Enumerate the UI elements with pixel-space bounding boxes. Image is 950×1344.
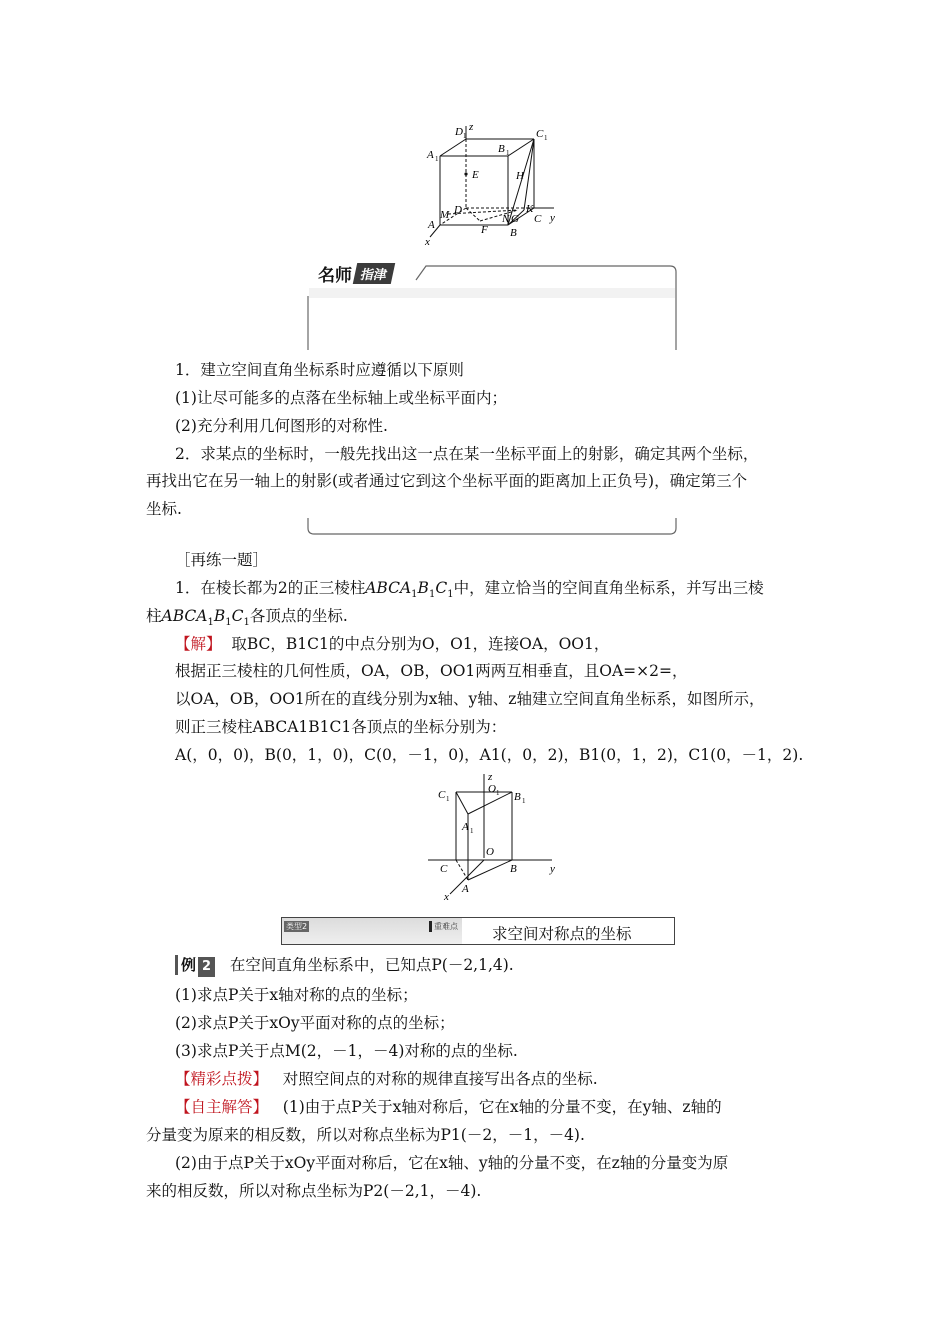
guide-line-3: (2)充分利用几何图形的对称性.	[175, 417, 388, 435]
answer-tag: 【自主解答】	[175, 1098, 269, 1116]
label-D1: D	[455, 126, 463, 138]
type-badge: 重难点	[429, 921, 458, 932]
svg-text:K: K	[526, 203, 534, 215]
svg-text:C: C	[534, 213, 542, 225]
solution-line4: 则正三棱柱ABCA1B1C1各顶点的坐标分别为：	[175, 718, 507, 736]
svg-text:A: A	[462, 821, 469, 833]
svg-text:z: z	[488, 771, 493, 783]
example-num: 2	[198, 957, 215, 977]
svg-text:A: A	[427, 149, 434, 161]
guide-line-1: 1．建立空间直角坐标系时应遵循以下原则	[175, 361, 464, 379]
prism-figure	[418, 770, 568, 902]
guide-line-4: 2．求某点的坐标时，一般先找出这一点在某一坐标平面上的射影，确定其两个坐标，	[175, 445, 759, 463]
svg-text:B: B	[514, 791, 521, 803]
svg-text:G: G	[511, 213, 519, 225]
svg-text:A: A	[462, 883, 469, 895]
type-tag: 类型2	[286, 922, 308, 931]
svg-text:H: H	[516, 170, 524, 182]
solution-line5: A(，0，0)，B(0，1，0)，C(0，－1，0)，A1(，0，2)，B1(0，1，2)，C1(0，－1，2).	[175, 746, 804, 764]
type-banner	[281, 917, 675, 945]
solution-line3: 以OA，OB，OO1所在的直线分别为x轴、y轴、z轴建立空间直角坐标系，如图所示，	[175, 690, 765, 708]
svg-text:1: 1	[463, 132, 467, 140]
hint-line: 【精彩点拨】 对照空间点的对称的规律直接写出各点的坐标.	[175, 1070, 598, 1088]
svg-text:1: 1	[435, 155, 439, 163]
svg-text:C: C	[438, 789, 446, 801]
teacher-box-title-main: 名师	[318, 265, 352, 286]
svg-text:D: D	[454, 204, 462, 216]
answer-line4: 来的相反数，所以对称点坐标为P2(－2,1，－4).	[146, 1182, 482, 1200]
teacher-box-title-tag: 指津	[353, 263, 395, 284]
example-q3: (3)求点P关于点M(2，－1，－4)对称的点的坐标.	[175, 1042, 518, 1060]
example-line: 例 2 在空间直角坐标系中，已知点P(－2,1,4).	[173, 955, 514, 977]
svg-text:F: F	[481, 224, 488, 236]
svg-text:1: 1	[446, 795, 450, 803]
example-label: 例	[173, 955, 196, 975]
svg-text:M: M	[440, 209, 450, 221]
svg-text:B: B	[510, 863, 517, 875]
teacher-box-title	[318, 262, 393, 284]
svg-text:1: 1	[522, 797, 526, 805]
svg-text:y: y	[550, 863, 555, 875]
answer-line3: (2)由于点P关于xOy平面对称后，它在x轴、y轴的分量不变，在z轴的分量变为原	[175, 1154, 729, 1172]
answer-line1: 【自主解答】 (1)由于点P关于x轴对称后，它在x轴的分量不变，在y轴、z轴的	[175, 1098, 722, 1116]
svg-text:1: 1	[544, 134, 548, 142]
svg-text:1: 1	[496, 789, 500, 797]
teacher-box-shade	[309, 288, 675, 298]
solution-line2: 根据正三棱柱的几何性质，OA，OB，OO1两两互相垂直，且OA=×2=，	[175, 662, 688, 680]
type-title: 求空间对称点的坐标	[492, 925, 632, 943]
practice-q1-line2: 柱$ABCA_1B_1C_1$各顶点的坐标.	[146, 607, 348, 629]
solution-tag: 【解】	[175, 635, 222, 653]
guide-line-2: (1)让尽可能多的点落在坐标轴上或坐标平面内；	[175, 389, 507, 407]
svg-text:1: 1	[506, 149, 510, 157]
example-q1: (1)求点P关于x轴对称的点的坐标；	[175, 986, 418, 1004]
svg-text:O: O	[486, 846, 494, 858]
svg-text:B: B	[510, 227, 517, 239]
svg-text:y: y	[550, 212, 555, 224]
example-q2: (2)求点P关于xOy平面对称的点的坐标；	[175, 1014, 455, 1032]
guide-line-5: 再找出它在另一轴上的射影(或者通过它到这个坐标平面的距离加上正负号)，确定第三个	[146, 472, 748, 490]
svg-text:A: A	[428, 219, 435, 231]
svg-text:B: B	[498, 143, 505, 155]
svg-text:E: E	[472, 169, 479, 181]
svg-text:z: z	[469, 122, 474, 133]
guide-line-6: 坐标.	[146, 500, 182, 518]
svg-text:N: N	[502, 213, 510, 225]
svg-text:C: C	[440, 863, 448, 875]
cube-figure	[420, 122, 570, 248]
practice-q1-line1: 1．在棱长都为2的正三棱柱$ABCA_1B_1C_1$中，建立恰当的空间直角坐标系，并写出三棱	[175, 579, 764, 601]
svg-text:C: C	[536, 128, 544, 140]
svg-text:O: O	[488, 783, 496, 795]
hint-tag: 【精彩点拨】	[175, 1070, 269, 1088]
svg-text:x: x	[444, 891, 449, 902]
svg-text:1: 1	[470, 827, 474, 835]
teacher-box-bottom	[306, 518, 678, 538]
practice-header: ［再练一题］	[175, 551, 269, 569]
svg-text:x: x	[425, 236, 430, 248]
answer-line2: 分量变为原来的相反数，所以对称点坐标为P1(－2，－1，－4).	[146, 1126, 585, 1144]
solution-line1: 【解】 取BC，B1C1的中点分别为O，O1，连接OA，OO1，	[175, 635, 610, 653]
type-banner-grey	[282, 918, 462, 944]
